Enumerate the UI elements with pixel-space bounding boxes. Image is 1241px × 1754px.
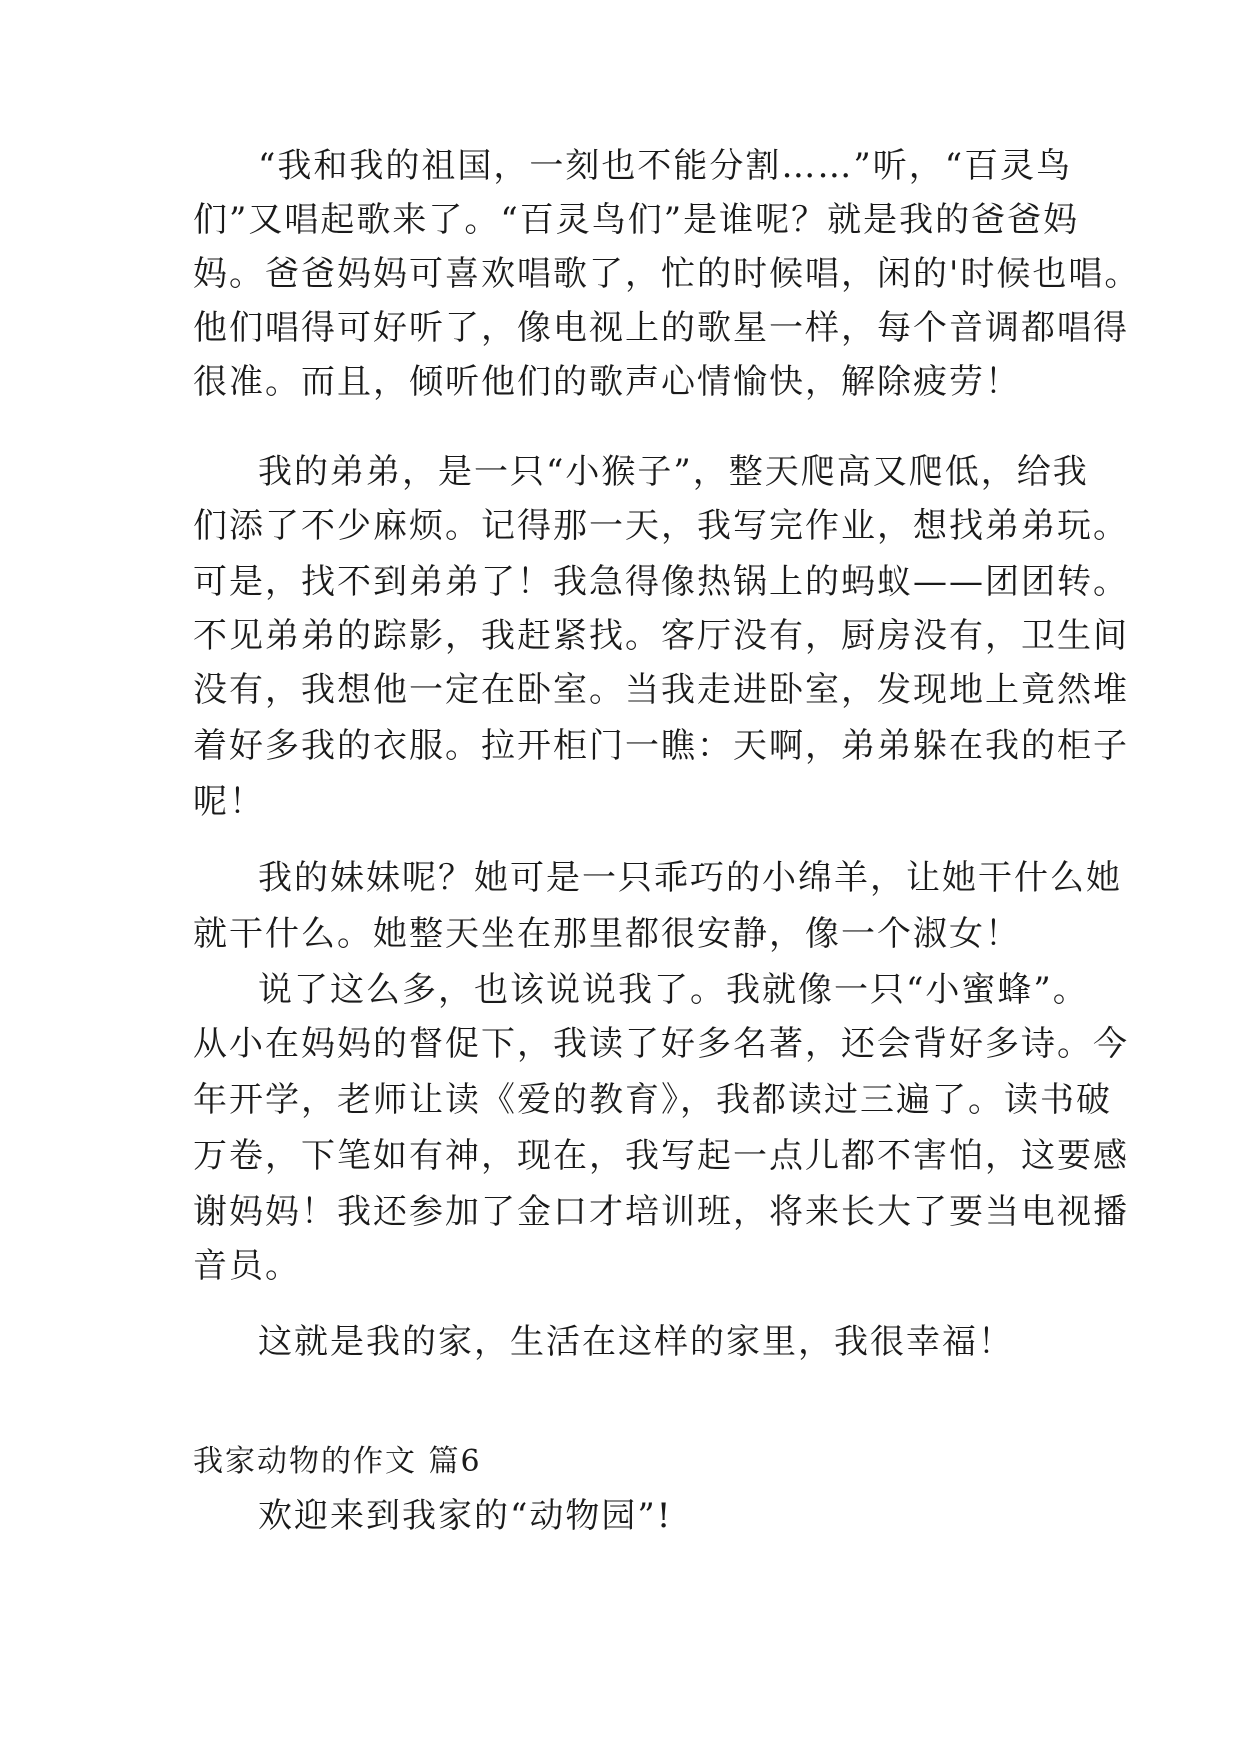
paragraph-line: 们”又唱起歌来了。“百灵鸟们”是谁呢？就是我的爸爸妈 — [193, 200, 1080, 240]
paragraph-line: 年开学，老师让读《爱的教育》，我都读过三遍了。读书破 — [193, 1080, 1112, 1120]
section-heading: 我家动物的作文 篇6 — [193, 1444, 482, 1479]
paragraph-line: “我和我的祖国，一刻也不能分割……”听，“百灵鸟 — [258, 146, 1073, 186]
paragraph-line: 很准。而且，倾听他们的歌声心情愉快，解除疲劳！ — [193, 362, 1021, 402]
paragraph-line: 音员。 — [193, 1246, 301, 1286]
paragraph-line: 们添了不少麻烦。记得那一天，我写完作业，想找弟弟玩。 — [193, 506, 1129, 546]
paragraph-line: 我的妹妹呢？她可是一只乖巧的小绵羊，让她干什么她 — [258, 858, 1122, 898]
paragraph-line: 不见弟弟的踪影，我赶紧找。客厅没有，厨房没有，卫生间 — [193, 616, 1129, 656]
paragraph-line: 可是，找不到弟弟了！我急得像热锅上的蚂蚁——团团转。 — [193, 562, 1129, 602]
paragraph-line: 万卷，下笔如有神，现在，我写起一点儿都不害怕，这要感 — [193, 1136, 1129, 1176]
paragraph-line: 妈。爸爸妈妈可喜欢唱歌了，忙的时候唱，闲的'时候也唱。 — [193, 254, 1141, 294]
paragraph-line: 就干什么。她整天坐在那里都很安静，像一个淑女！ — [193, 914, 1021, 954]
paragraph-line: 这就是我的家，生活在这样的家里，我很幸福！ — [258, 1322, 1014, 1362]
paragraph-line: 呢！ — [193, 782, 265, 822]
paragraph-line: 说了这么多，也该说说我了。我就像一只“小蜜蜂”。 — [258, 970, 1089, 1010]
paragraph-line: 我的弟弟，是一只“小猴子”，整天爬高又爬低，给我 — [258, 452, 1089, 492]
paragraph-line: 从小在妈妈的督促下，我读了好多名著，还会背好多诗。今 — [193, 1024, 1129, 1064]
paragraph-line: 没有，我想他一定在卧室。当我走进卧室，发现地上竟然堆 — [193, 670, 1129, 710]
paragraph-line: 谢妈妈！我还参加了金口才培训班，将来长大了要当电视播 — [193, 1192, 1129, 1232]
paragraph-line: 着好多我的衣服。拉开柜门一瞧：天啊，弟弟躲在我的柜子 — [193, 726, 1129, 766]
paragraph-line: 欢迎来到我家的“动物园”! — [258, 1496, 673, 1536]
paragraph-line: 他们唱得可好听了，像电视上的歌星一样，每个音调都唱得 — [193, 308, 1129, 348]
